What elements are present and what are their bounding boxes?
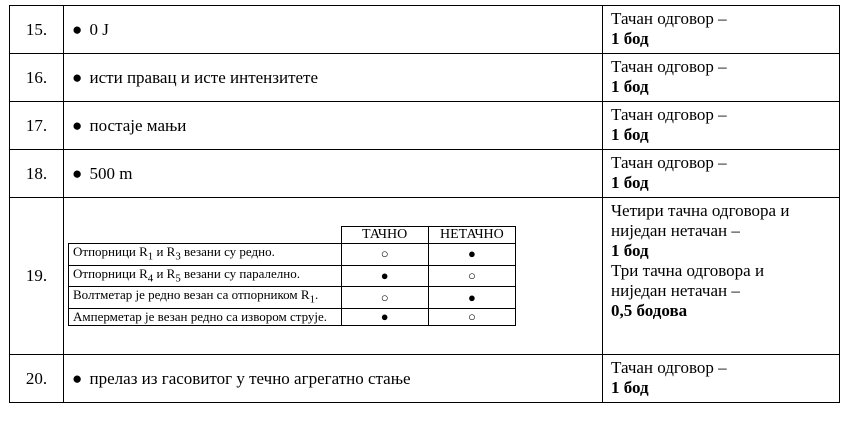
score-text: Тачан одговор – (611, 105, 727, 124)
answer-cell (64, 102, 603, 150)
score-points: 1 бод (611, 378, 649, 397)
table-row (10, 102, 840, 150)
answer-cell (64, 198, 603, 355)
score-text: ниједан нетачан – (611, 221, 740, 240)
statement-row (69, 265, 516, 287)
bullet-icon: ● (72, 115, 83, 135)
false-mark: ● (428, 244, 515, 266)
statement-text: Амперметар је везан редно са извором струје. (69, 308, 342, 325)
score-cell (603, 355, 840, 403)
question-number: 16. (10, 54, 64, 102)
false-mark: ○ (428, 308, 515, 325)
question-number: 20. (10, 355, 64, 403)
score-text: Тачан одговор – (611, 358, 727, 377)
answer-cell (64, 355, 603, 403)
statement-row (69, 308, 516, 325)
true-mark: ○ (341, 244, 428, 266)
score-text: Четири тачна одговора и (611, 201, 790, 220)
answer-text: прелаз из гасовитог у течно агрегатно стање (89, 368, 411, 388)
column-header-true: ТАЧНО (341, 227, 428, 244)
answer-cell (64, 54, 603, 102)
answer-text: 500 m (89, 163, 133, 183)
score-text: Три тачна одговора и (611, 261, 765, 280)
table-row (10, 6, 840, 54)
score-cell (603, 102, 840, 150)
answer-key-table (9, 5, 840, 403)
true-mark: ● (341, 265, 428, 287)
answer-text: 0 J (89, 19, 109, 39)
true-false-header (69, 227, 516, 244)
false-mark: ● (428, 287, 515, 309)
table-row (10, 150, 840, 198)
column-header-false: НЕТАЧНО (428, 227, 515, 244)
score-cell (603, 54, 840, 102)
score-text: Тачан одговор – (611, 153, 727, 172)
table-row (10, 355, 840, 403)
question-number: 15. (10, 6, 64, 54)
true-false-table (68, 226, 516, 326)
score-points: 1 бод (611, 173, 649, 192)
bullet-icon: ● (72, 67, 83, 87)
statement-text: Отпорници $R_1$ и $R_3$ везани су редно. (69, 244, 342, 266)
question-number: 19. (10, 198, 64, 355)
statement-row (69, 244, 516, 266)
score-text: Тачан одговор – (611, 9, 727, 28)
answer-cell (64, 6, 603, 54)
statement-row (69, 287, 516, 309)
answer-text: исти правац и исте интензитете (89, 67, 319, 87)
score-points: 1 бод (611, 29, 649, 48)
table-row (10, 54, 840, 102)
blank-header-cell (69, 227, 342, 244)
false-mark: ○ (428, 265, 515, 287)
statement-text: Волтметар је редно везан са отпорником $R_1$. (69, 287, 342, 309)
true-mark: ● (341, 308, 428, 325)
score-text: ниједан нетачан – (611, 281, 740, 300)
score-points: 1 бод (611, 241, 649, 260)
bullet-icon: ● (72, 368, 83, 388)
bullet-icon: ● (72, 19, 83, 39)
answer-text: постаје мањи (89, 115, 187, 135)
question-number: 17. (10, 102, 64, 150)
score-cell (603, 198, 840, 355)
score-cell (603, 6, 840, 54)
question-number: 18. (10, 150, 64, 198)
score-points: 1 бод (611, 77, 649, 96)
true-mark: ○ (341, 287, 428, 309)
table-row (10, 198, 840, 355)
score-points: 1 бод (611, 125, 649, 144)
score-points: 0,5 бодова (611, 301, 688, 320)
statement-text: Отпорници $R_4$ и $R_5$ везани су паралелно. (69, 265, 342, 287)
answer-cell (64, 150, 603, 198)
score-text: Тачан одговор – (611, 57, 727, 76)
score-cell (603, 150, 840, 198)
bullet-icon: ● (72, 163, 83, 183)
